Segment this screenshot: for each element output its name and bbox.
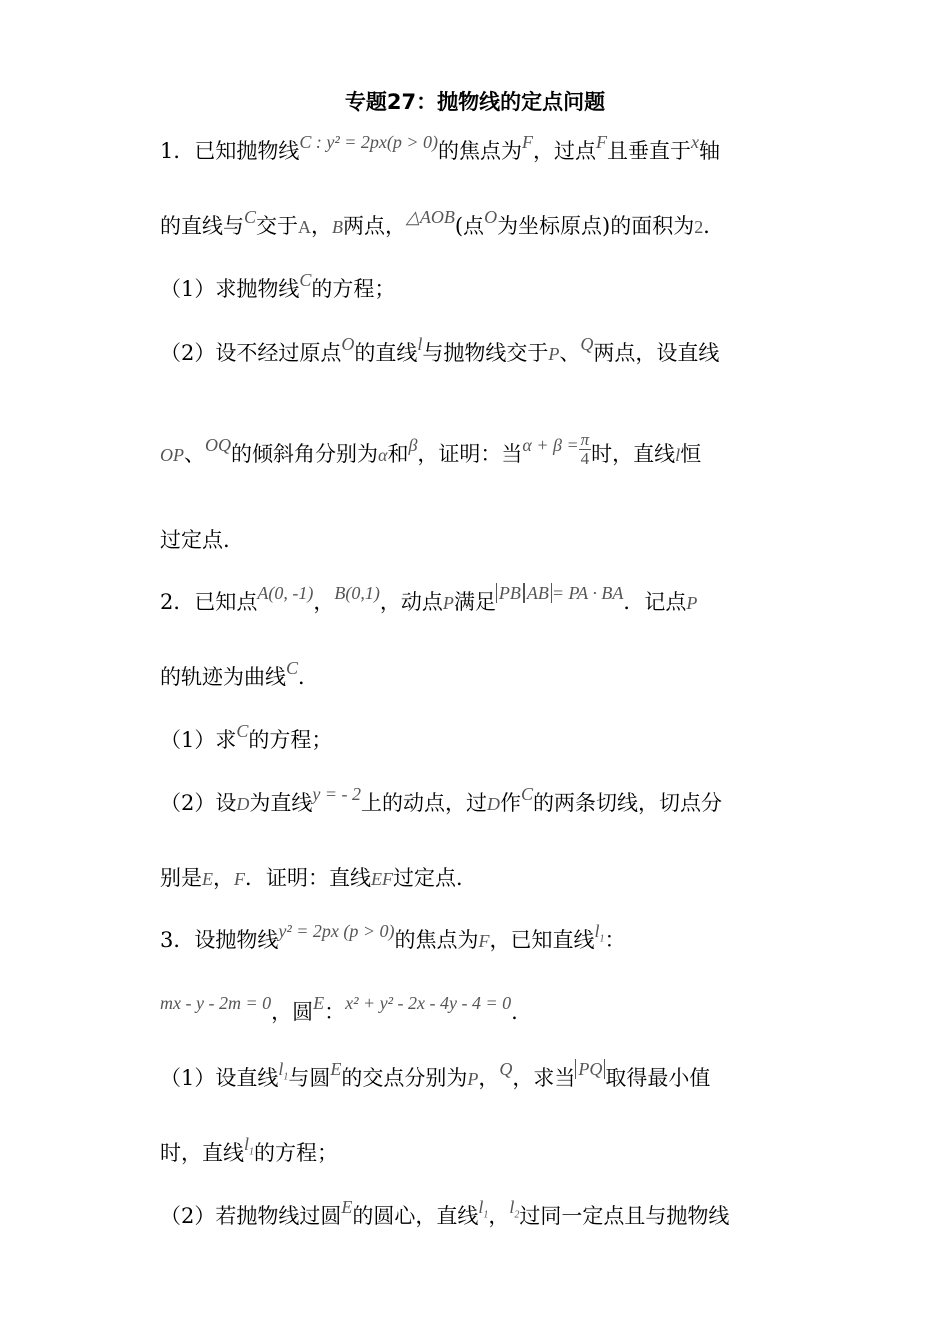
q1-line-1: 1．已知抛物线C : y² = 2px(p > 0)的焦点为F，过点F且垂直于x轴 bbox=[160, 132, 721, 163]
q2-part-2: （2）设D为直线y = - 2上的动点，过D作C的两条切线，切点分 bbox=[160, 784, 723, 815]
q1-line-6: 过定点. bbox=[160, 528, 230, 552]
q2-line-1: 2．已知点A(0, -1)，B(0,1)，动点P满足 PB AB = PA · BA．记点P bbox=[160, 583, 698, 614]
q3-part-1: （1）设直线$l_1$与圆E的交点分别为P，Q，求当 PQ 取得最小值 bbox=[160, 1059, 711, 1090]
q3-line-2: mx - y - 2m = 0，圆E：x² + y² - 2x - 4y - 4 = 0. bbox=[160, 993, 518, 1024]
q2-line-6: 别是E，F．证明：直线EF过定点． bbox=[160, 866, 477, 890]
q1-line-5: OP、OQ的倾斜角分别为α和β，证明：当α + β = $\frac{\pi}{4}$ 时，直线l恒 bbox=[160, 430, 702, 468]
circle-equation: x² + y² - 2x - 4y - 4 = 0 bbox=[345, 993, 512, 1013]
q2-part-1: （1）求C的方程； bbox=[160, 721, 333, 752]
q1-part-1: （1）求抛物线C的方程； bbox=[160, 270, 396, 301]
q3-line-4: 时，直线$l_1$的方程； bbox=[160, 1134, 339, 1165]
pi-over-four-fraction: $\frac{\pi}{4}$ bbox=[580, 430, 590, 468]
page-title: 专题27：抛物线的定点问题 bbox=[344, 90, 606, 114]
q3-line-1: 3．设抛物线y² = 2px (p > 0)的焦点为F，已知直线$l_1$： bbox=[160, 921, 626, 952]
q3-part-2: （2）若抛物线过圆E的圆心，直线$l_1$，$l_2$过同一定点且与抛物线 bbox=[160, 1197, 730, 1228]
q1-part-2: （2）设不经过原点O的直线l与抛物线交于P、Q两点，设直线 bbox=[160, 334, 720, 365]
q2-line-2: 的轨迹为曲线C． bbox=[160, 658, 320, 689]
q1-parabola-equation: C : y² = 2px(p > 0) bbox=[299, 132, 439, 152]
line-l1-equation: mx - y - 2m = 0 bbox=[160, 993, 272, 1013]
q1-line-2: 的直线与C交于A，B两点，△AOB(点O为坐标原点)的面积为2． bbox=[160, 207, 725, 238]
